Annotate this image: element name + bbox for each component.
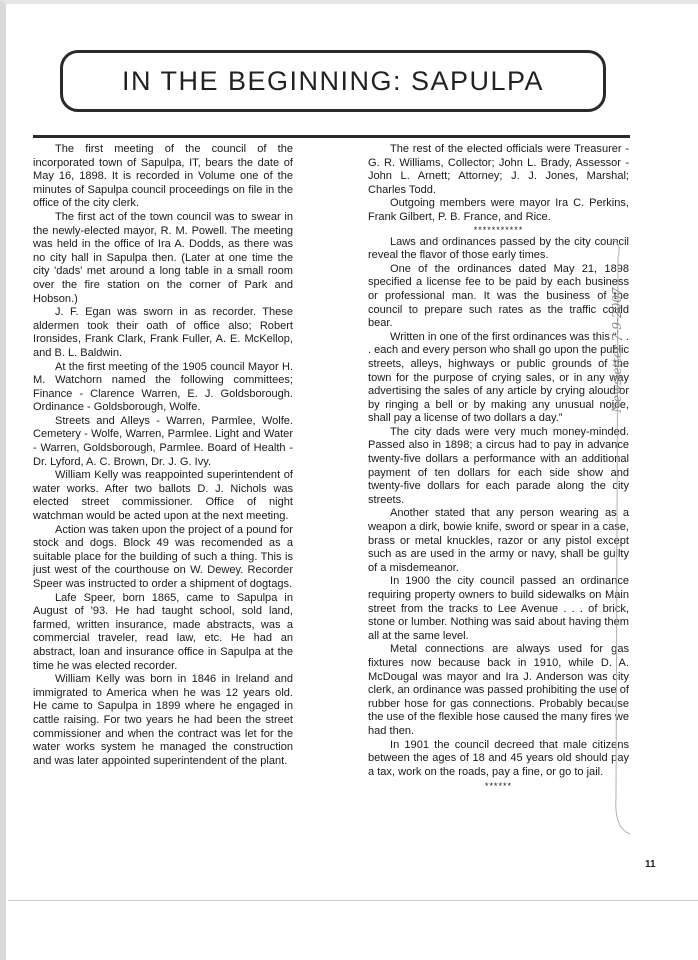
paragraph: Action was taken upon the project of a pound for stock and dogs. Block 49 was recomended as a suitable place for the building of such a thing. This is just west of the courthouse on W. Dewey. Recorder Speer was instructed to order a shipment of dogtags. bbox=[33, 523, 293, 590]
paragraph: At the first meeting of the 1905 council Mayor H. M. Watchorn named the following committees; Finance - Clarence Warren, E. J. Goldsborough. Ordinance - Goldsborough, Wolfe. bbox=[33, 360, 293, 414]
paragraph: One of the ordinances dated May 21, 1898 specified a license fee to be paid by each business or professional man. It was the business of the council to prepare such rates as the traffic could bear. bbox=[368, 262, 629, 330]
paragraph: William Kelly was reappointed superintendent of water works. After two ballots D. J. Nichols was elected street commissioner. Office of night watchman would be acted upon at the next meeting. bbox=[33, 469, 293, 523]
page-number: 11 bbox=[645, 859, 656, 870]
paragraph: Written in one of the first ordinances was this “ . . . each and every person who shall go upon the public streets, alleys, highways or public grounds of the town for the purpose of crying sales, or in any way advertising the sales of any article by crying aloud or by ringing a bell or by making any unusual noice, shall pay a license of two dollars a day.” bbox=[368, 330, 630, 425]
paragraph: In 1900 the city council passed an ordinance requiring property owners to build sidewalks on Main street from the tracks to Lee Avenue . . . of brick, stone or lumber. Nothing was said about having them all at the same level. bbox=[368, 575, 629, 642]
paragraph: William Kelly was born in 1846 in Ireland and immigrated to America when he was 12 years old. He came to Sapulpa in 1899 where he engaged in cattle raising. For two years he had been the street commissioner and when the contract was let for the water works system he managed the construction and was later appointed superintendent of the plant. bbox=[33, 673, 293, 767]
paragraph: Another stated that any person wearing as a weapon a dirk, bowie knife, sword or spear in a case, brass or metal knuckles, razor or any pistol except such as are used in the army or navy, shall be guilty of a misdemeanor. bbox=[368, 507, 629, 574]
left-column bbox=[33, 143, 293, 768]
page-bottom-edge bbox=[8, 900, 698, 901]
end-separator: ****** bbox=[484, 781, 512, 792]
paragraph: J. F. Egan was sworn in as recorder. These aldermen took their oath of office also; Robert Ironsides, Frank Clark, Frank Fuller, A. E. McKellop, and B. L. Baldwin. bbox=[33, 306, 293, 359]
handwritten-note: Newsletter 7-9-2007 bbox=[610, 287, 624, 413]
paragraph: The rest of the elected officials were Treasurer - G. R. Williams, Collector; John L. Brady, Assessor - John L. Arnett; Attorney; J. J. Jones, Marshal; Charles Todd. bbox=[368, 143, 629, 196]
paragraph: In 1901 the council decreed that male citizens between the ages of 18 and 45 years old should pay a tax, work on the roads, pay a fine, or go to jail. bbox=[368, 738, 629, 778]
section-separator: *********** bbox=[473, 224, 524, 235]
page-title: IN THE BEGINNING: SAPULPA bbox=[121, 65, 545, 96]
paragraph: Lafe Speer, born 1865, came to Sapulpa in August of '93. He had taught school, sold land, farmed, written insurance, made abstracts, was a commercial traveler, read law, etc. He had an abstract, loan and insurance office in Sapulpa at the time he was elected recorder. bbox=[33, 591, 293, 672]
paragraph: Streets and Alleys - Warren, Parmlee, Wolfe. Cemetery - Wolfe, Warren, Parmlee. Light and Water - Warren, Goldsborough, Parmlee. Board of Health - Dr. Lyford, A. C. Brown, Dr. J. G. Ivy. bbox=[33, 414, 293, 468]
paragraph: The first meeting of the council of the incorporated town of Sapulpa, IT, bears the date of May 16, 1898. It is recorded in Volume one of the minutes of Sapulpa council proceedings on file in the office of the city clerk. bbox=[33, 143, 293, 210]
paragraph: Laws and ordinances passed by the city council reveal the flavor of those early times. bbox=[368, 235, 629, 262]
paragraph: The first act of the town council was to swear in the newly-elected mayor, R. M. Powell. The meeting was held in the office of Ira A. Dodds, as there was no city hall in Sapulpa then. (Later at one time the city 'dads' met around a long table in a small room over the fire station on the corner of Park and Hobson.) bbox=[33, 210, 293, 305]
title-box bbox=[60, 50, 606, 112]
title-rule bbox=[33, 135, 630, 138]
right-column bbox=[368, 143, 629, 792]
paragraph: Outgoing members were mayor Ira C. Perkins, Frank Gilbert, P. B. France, and Rice. bbox=[368, 197, 629, 223]
paragraph: The city dads were very much money-minded. Passed also in 1898; a circus had to pay in advance twenty-five dollars a performance with an additional payment of ten dollars for each side show and twenty-five dollars for each parade along the city streets. bbox=[368, 425, 629, 506]
paragraph: Metal connections are always used for gas fixtures now because back in 1910, while D. A. McDougal was mayor and Ira J. Anderson was city clerk, an ordinance was passed prohibiting the use of rubber hose for gas connections. Probably because the use of the flexible hose caused the many fires we had then. bbox=[368, 643, 629, 737]
